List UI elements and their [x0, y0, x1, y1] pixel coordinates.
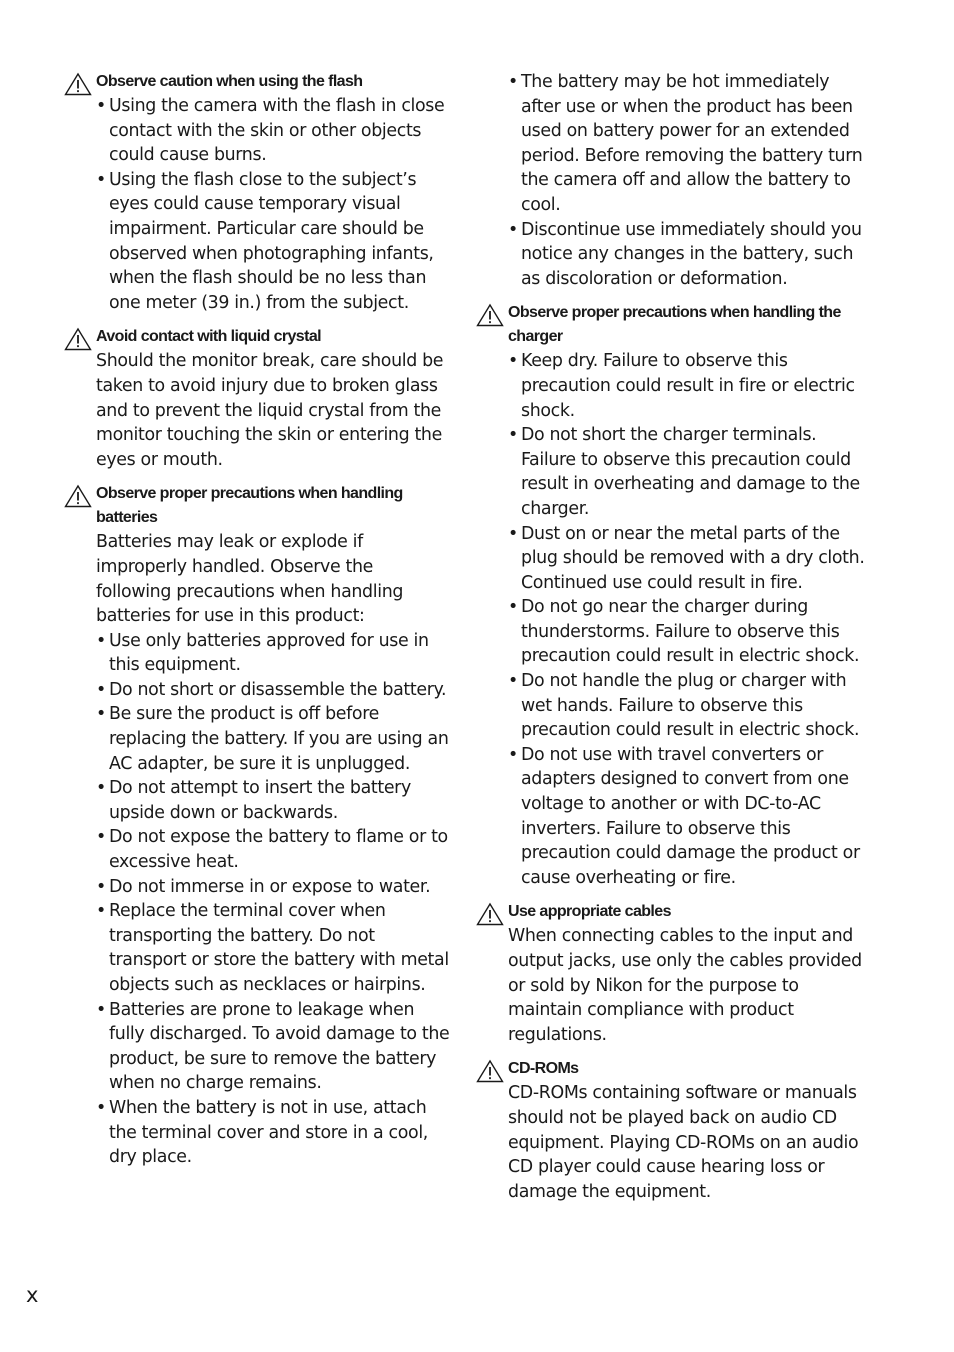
heading-text: Observe proper precautions when handling batteries	[96, 485, 403, 527]
section-cables	[476, 900, 866, 1047]
page-number: x	[26, 1283, 39, 1307]
bullet-list	[64, 629, 452, 1170]
list-item: • Be sure the product is off before replacing the battery. If you are using an AC adapter, be sure it is unplugged.	[96, 702, 452, 776]
bullet-list	[476, 70, 866, 291]
list-item: • Using the camera with the flash in close contact with the skin or other objects could cause burns.	[96, 94, 452, 168]
warning-triangle-icon	[64, 327, 92, 351]
list-item: • Do not use with travel converters or adapters designed to convert from one voltage to another or with DC-to-AC inverters. Failure to observe this precaution could damage the product or cause overheating or fire.	[508, 743, 866, 891]
list-item: • Batteries are prone to leakage when fully discharged. To avoid damage to the product, be sure to remove the battery when no charge remains.	[96, 998, 452, 1096]
section-heading	[64, 325, 452, 349]
warning-triangle-icon	[64, 484, 92, 508]
list-item: • Do not immerse in or expose to water.	[96, 875, 452, 900]
section-cdroms	[476, 1057, 866, 1204]
warning-triangle-icon	[64, 72, 92, 96]
list-item: • Use only batteries approved for use in this equipment.	[96, 629, 452, 678]
section-heading	[64, 482, 452, 530]
list-item: • Using the flash close to the subject’s eyes could cause temporary visual impairment. Particular care should be observed when photographing infants, when the flash should be no less than one meter (39 in.) from the subject.	[96, 168, 452, 316]
section-body: Batteries may leak or explode if improperly handled. Observe the following precautions when handling batteries for use in this product:	[96, 532, 404, 627]
section-body: Should the monitor break, care should be taken to avoid injury due to broken glass and to prevent the liquid crystal from the monitor touching the skin or entering the eyes or mouth.	[96, 351, 444, 470]
right-column	[476, 70, 866, 1214]
section-heading	[476, 900, 866, 924]
list-item: • Do not expose the battery to flame or to excessive heat.	[96, 825, 452, 874]
heading-text: Avoid contact with liquid crystal	[96, 328, 321, 346]
section-body: When connecting cables to the input and output jacks, use only the cables provided or sold by Nikon for the purpose to maintain compliance with product regulations.	[508, 926, 862, 1045]
list-item: • Do not short the charger terminals. Failure to observe this precaution could result in overheating and damage to the charger.	[508, 423, 866, 521]
heading-text: Observe proper precautions when handling the charger	[508, 304, 841, 346]
bullet-list	[476, 349, 866, 890]
warning-triangle-icon	[476, 902, 504, 926]
left-column	[64, 70, 452, 1180]
list-item: • Do not handle the plug or charger with wet hands. Failure to observe this precaution could result in electric shock.	[508, 669, 866, 743]
section-charger	[476, 301, 866, 890]
list-item: • Do not attempt to insert the battery upside down or backwards.	[96, 776, 452, 825]
list-item: • Dust on or near the metal parts of the plug should be removed with a dry cloth. Continued use could result in fire.	[508, 522, 866, 596]
section-liquid-crystal	[64, 325, 452, 472]
list-item: • Do not go near the charger during thunderstorms. Failure to observe this precaution could result in electric shock.	[508, 595, 866, 669]
section-heading	[476, 1057, 866, 1081]
heading-text: Use appropriate cables	[508, 903, 671, 921]
list-item: • The battery may be hot immediately after use or when the product has been used on battery power for an extended period. Before removing the battery turn the camera off and allow the battery to cool.	[508, 70, 866, 218]
section-heading	[476, 301, 866, 349]
section-body: CD-ROMs containing software or manuals should not be played back on audio CD equipment. Playing CD-ROMs on an audio CD player could cause hearing loss or damage the equipment.	[508, 1083, 859, 1202]
list-item: • Do not short or disassemble the battery.	[96, 678, 452, 703]
heading-text: CD-ROMs	[508, 1060, 579, 1078]
heading-text: Observe caution when using the flash	[96, 73, 363, 90]
warning-triangle-icon	[476, 303, 504, 327]
warning-triangle-icon	[476, 1059, 504, 1083]
list-item: • Replace the terminal cover when transporting the battery. Do not transport or store the battery with metal objects such as necklaces or hairpins.	[96, 899, 452, 997]
section-flash-caution	[64, 70, 452, 315]
list-item: • When the battery is not in use, attach the terminal cover and store in a cool, dry place.	[96, 1096, 452, 1170]
list-item: • Discontinue use immediately should you notice any changes in the battery, such as discoloration or deformation.	[508, 218, 866, 292]
bullet-list	[64, 94, 452, 315]
section-batteries	[64, 482, 452, 1169]
section-batteries-continued	[476, 70, 866, 291]
list-item: • Keep dry. Failure to observe this precaution could result in fire or electric shock.	[508, 349, 866, 423]
section-heading	[64, 70, 452, 94]
